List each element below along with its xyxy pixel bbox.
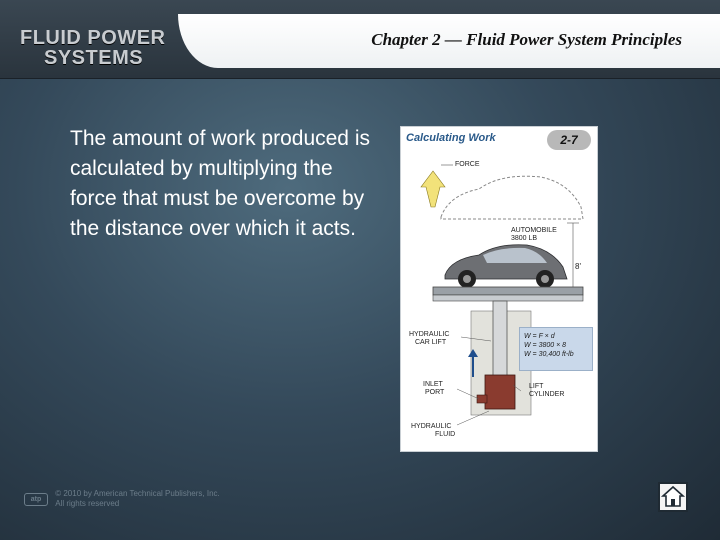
figure-number: 2-7	[547, 130, 591, 150]
calc-line2: W = 3800 × 8	[524, 342, 567, 349]
logo	[20, 28, 180, 68]
label-force: FORCE	[455, 161, 480, 168]
figure-title: Calculating Work	[406, 132, 496, 144]
copyright-line1: © 2010 by American Technical Publishers, Inc.	[55, 489, 220, 498]
label-hydraulic-car-lift-1: HYDRAULIC	[409, 331, 450, 338]
calc-line3: W = 30,400 ft-lb	[524, 351, 574, 358]
label-automobile: AUTOMOBILE	[511, 227, 557, 234]
publisher-badge: atp	[24, 493, 48, 506]
home-button[interactable]	[658, 482, 688, 512]
lift-illustration	[401, 127, 597, 451]
label-inlet-port-2: PORT	[425, 389, 445, 396]
raised-car-outline	[441, 176, 583, 219]
label-lift-cylinder-2: CYLINDER	[529, 391, 565, 398]
label-lift-cylinder-1: LIFT	[529, 383, 544, 390]
logo-line2: SYSTEMS	[44, 47, 144, 69]
label-hydraulic-fluid-2: FLUID	[435, 431, 456, 438]
label-hydraulic-fluid-1: HYDRAULIC	[411, 423, 452, 430]
lift-platform	[433, 287, 583, 295]
calc-line1: W = F × d	[524, 333, 555, 340]
logo-line1: FLUID POWER	[20, 27, 166, 49]
label-automobile-weight: 3800 LB	[511, 235, 538, 242]
force-arrow-icon	[421, 171, 445, 207]
lift-cylinder	[485, 375, 515, 409]
copyright	[24, 489, 220, 509]
label-distance: 8'	[575, 262, 581, 271]
work-calculation-box	[519, 327, 593, 371]
home-icon	[660, 484, 686, 510]
label-inlet-port-1: INLET	[423, 381, 443, 388]
figure-calculating-work	[400, 126, 598, 452]
chapter-banner	[178, 14, 720, 68]
slide-body-text: The amount of work produced is calculated by multiplying the force that must be overcome by the distance over which it acts.	[70, 127, 370, 240]
copyright-line2: All rights reserved	[55, 499, 120, 508]
chapter-title: Chapter 2 — Fluid Power System Principles	[371, 30, 682, 49]
label-hydraulic-car-lift-2: CAR LIFT	[415, 339, 447, 346]
